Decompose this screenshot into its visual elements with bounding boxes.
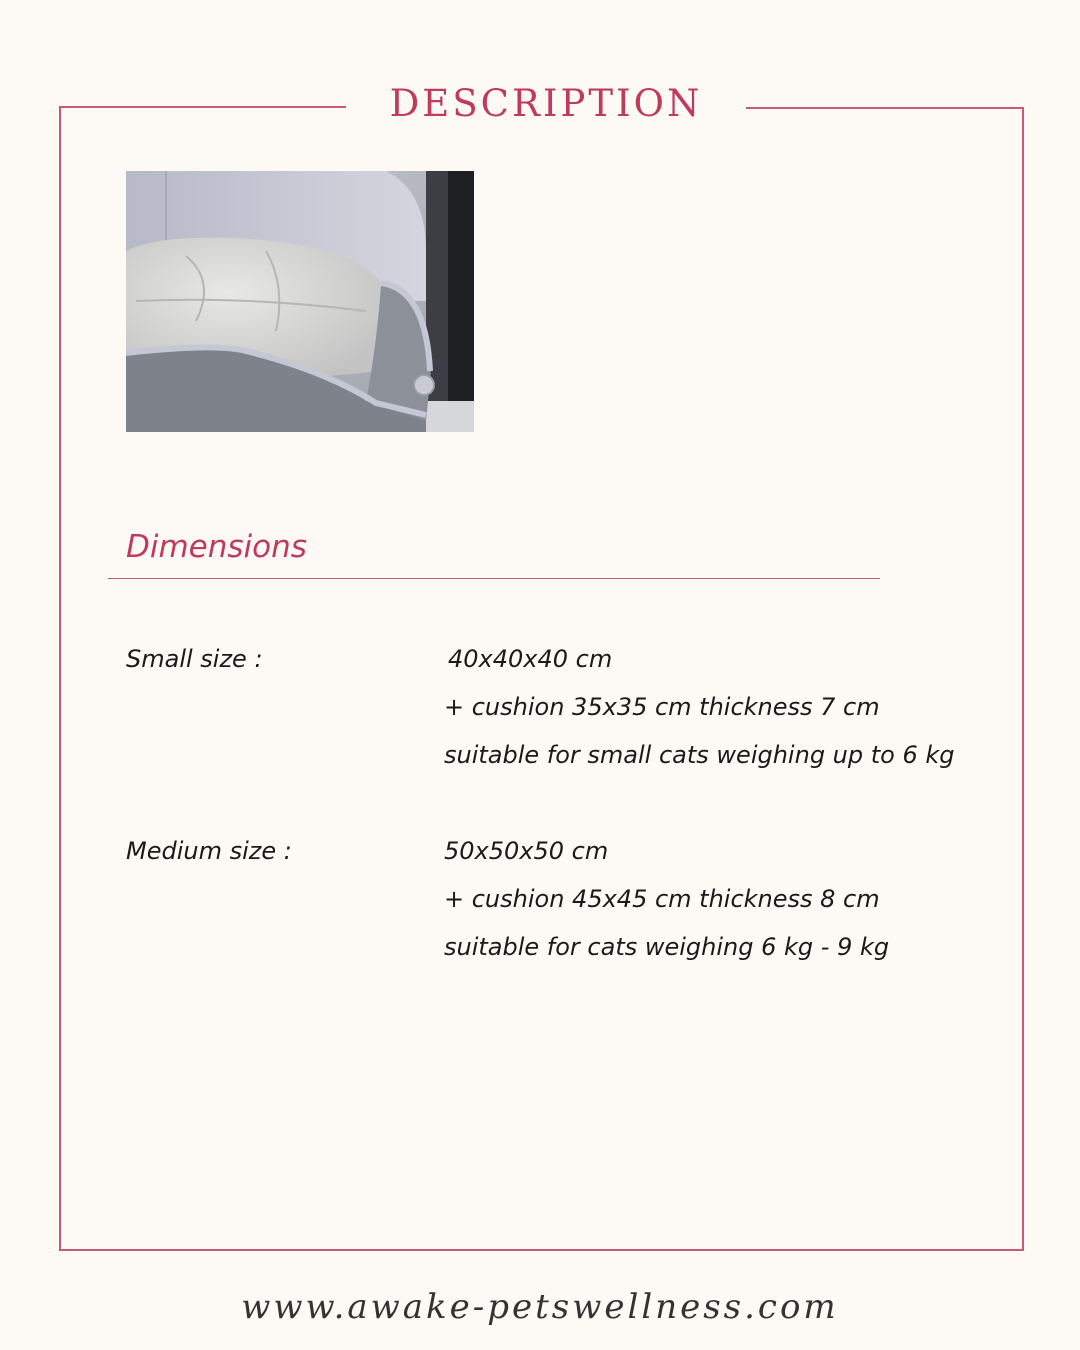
- medium-size-cushion: + cushion 45x45 cm thickness 8 cm: [444, 885, 880, 913]
- frame-left-line: [59, 107, 61, 1251]
- medium-size-suitability: suitable for cats weighing 6 kg - 9 kg: [444, 933, 890, 961]
- frame-right-line: [1022, 107, 1024, 1251]
- dimensions-heading: Dimensions: [126, 529, 307, 565]
- medium-size-label: Medium size :: [126, 837, 292, 865]
- small-size-label: Small size :: [126, 645, 263, 673]
- page-title: DESCRIPTION: [389, 82, 703, 125]
- heading-divider: [108, 578, 880, 579]
- frame-top-right-line: [746, 107, 1024, 109]
- frame-bottom-line: [59, 1249, 1024, 1251]
- small-size-suitability: suitable for small cats weighing up to 6 kg: [444, 741, 955, 769]
- medium-size-dimensions: 50x50x50 cm: [444, 837, 609, 865]
- small-size-dimensions: 40x40x40 cm: [448, 645, 613, 673]
- frame-top-left-line: [59, 106, 346, 108]
- product-photo: [126, 171, 474, 432]
- footer-website-url: www.awake-petswellness.com: [241, 1287, 839, 1327]
- small-size-cushion: + cushion 35x35 cm thickness 7 cm: [444, 693, 880, 721]
